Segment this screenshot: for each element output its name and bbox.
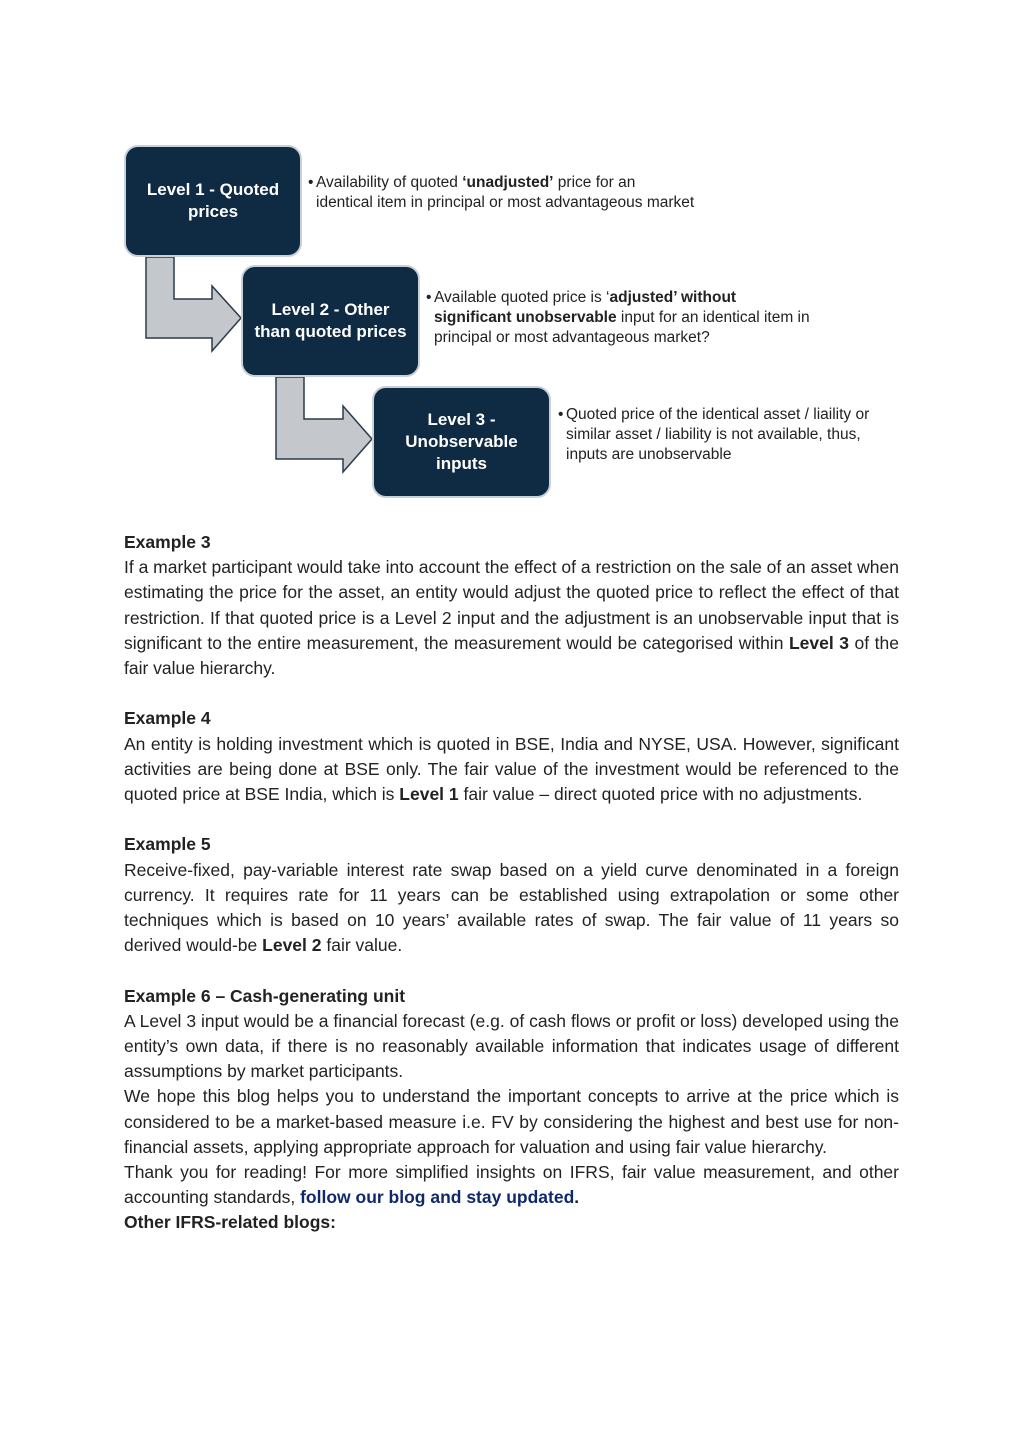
level2-description: • Available quoted price is ‘adjusted’ without significant unobservable input for an identical item in principal or most advantageous market? [426,289,810,346]
other-blogs-heading: Other IFRS-related blogs: [124,1212,336,1233]
level2-box: Level 2 - Other than quoted prices [241,265,420,377]
fair-value-hierarchy-diagram [0,0,1024,510]
example4-heading: Example 4 [124,708,211,729]
arrow-level1-to-level2 [146,257,241,351]
example3-heading: Example 3 [124,532,211,552]
level3-description: • Quoted price of the identical asset / liaility or similar asset / liability is not available, thus, inputs are unobservable [558,406,870,463]
thank-you-paragraph: Thank you for reading! For more simplified insights on IFRS, fair value measurement, and other accounting standards, follow our blog and stay updated. [124,1162,899,1208]
follow-blog-link[interactable]: follow our blog and stay updated [300,1187,575,1208]
example3-text: If a market participant would take into account the effect of a restriction on the sale of an asset when estimating the price for the asset, an entity would adjust the quoted price to reflect the effect of that restriction. If that quoted price is a Level 2 input and the adjustment is an unobservable input that is significant to the entire measurement, the measurement would be categorised within Level 3 of the fair value hierarchy. [124,557,899,679]
closing-paragraph: We hope this blog helps you to understand the important concepts to arrive at the price which is considered to be a market-based measure i.e. FV by considering the highest and best use for non-financial assets, applying appropriate approach for valuation and using fair value hierarchy. [124,1086,899,1157]
example4-text: An entity is holding investment which is quoted in BSE, India and NYSE, USA. However, significant activities are being done at BSE only. The fair value of the investment would be referenced to the quoted price at BSE India, which is Level 1 fair value – direct quoted price with no adjustments. [124,733,899,805]
arrow-level2-to-level3 [276,377,372,472]
example6-text: A Level 3 input would be a financial forecast (e.g. of cash flows or profit or loss) developed using the entity’s own data, if there is no reasonably available information that indicates usage of different assumptions by market participants. [124,1010,899,1082]
example5-heading: Example 5 [124,834,211,855]
article-body [124,530,899,1236]
level1-box: Level 1 - Quoted prices [124,145,302,257]
level1-description: • Availability of quoted ‘unadjusted’ price for an identical item in principal or most advantageous market [308,174,695,211]
example5-text: Receive-fixed, pay-variable interest rate swap based on a yield curve denominated in a foreign currency. It requires rate for 11 years can be established using extrapolation or some other techniques which is based on 10 years’ available rates of swap. The fair value of 11 years so derived would-be Level 2 fair value. [124,859,899,956]
example6-heading: Example 6 – Cash-generating unit [124,985,406,1006]
level3-box: Level 3 - Unobservable inputs [372,386,551,498]
